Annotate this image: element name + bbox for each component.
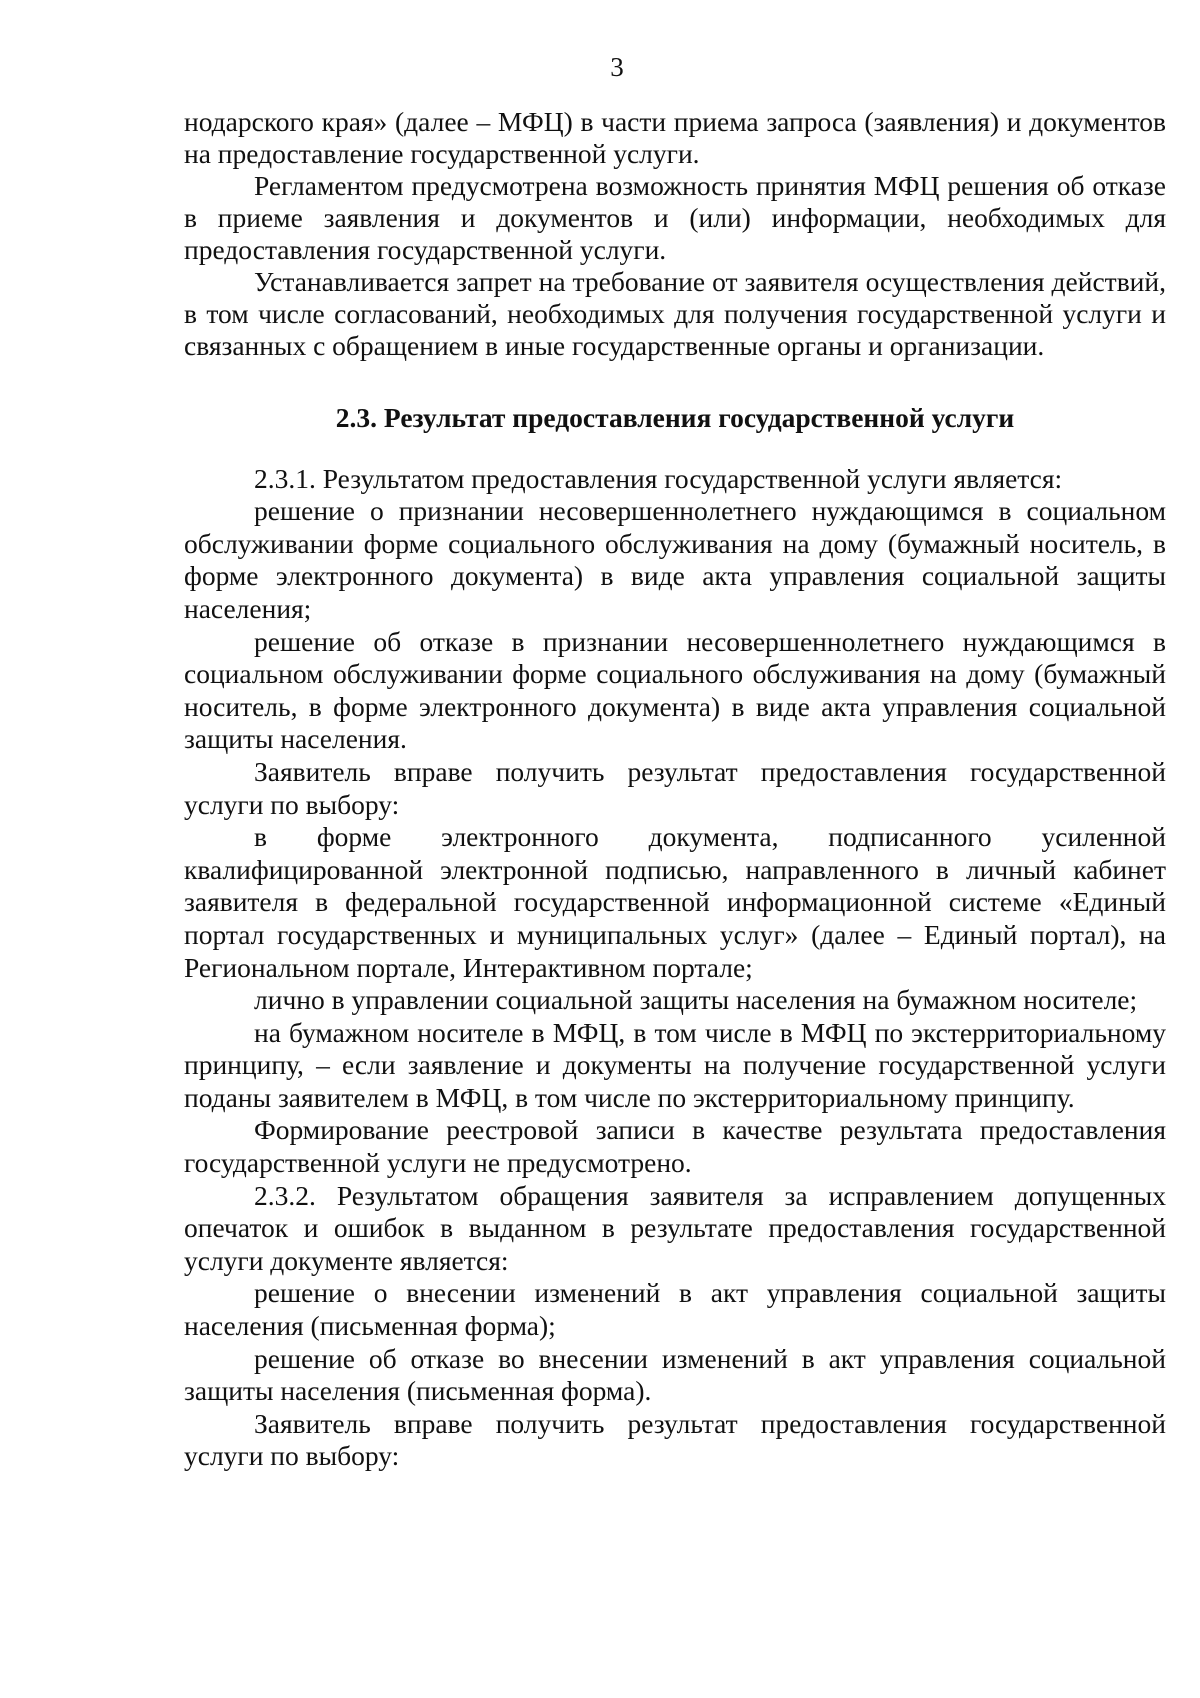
paragraph: Формирование реестровой записи в качестве результата предоставления государственной услуги не предусмотрено.	[184, 1114, 1166, 1179]
section-heading: 2.3. Результат предоставления государственной услуги	[335, 402, 1015, 433]
paragraph: лично в управлении социальной защиты населения на бумажном носителе;	[254, 984, 1138, 1016]
paragraph: Заявитель вправе получить результат предоставления государственной услуги по выбору:	[184, 1407, 1166, 1472]
document-body	[184, 106, 1166, 1473]
paragraph: решение об отказе в признании несовершеннолетнего нуждающимся в социальном обслуживании форме социального обслуживания на дому (бумажный носитель, в форме электронного документа) в виде акта управления социальной защиты населения.	[184, 625, 1166, 755]
paragraph: на бумажном носителе в МФЦ, в том числе в МФЦ по экстерриториальному принципу, – если заявление и документы на получение государственной услуги поданы заявителем в МФЦ, в том числе по экстерриториальному принципу.	[184, 1016, 1166, 1113]
paragraph: в форме электронного документа, подписанного усиленной квалифицированной электронной подписью, направленного в личный кабинет заявителя в федеральной государственной информационной системе «Единый портал государственных и муниципальных услуг» (далее – Единый портал), на Региональном портале, Интерактивном портале;	[184, 821, 1166, 983]
paragraph: нодарского края» (далее – МФЦ) в части приема запроса (заявления) и документов на предоставление государственной услуги.	[184, 106, 1166, 169]
paragraph: 2.3.1. Результатом предоставления государственной услуги является:	[254, 462, 1063, 494]
paragraph: решение об отказе во внесении изменений в акт управления социальной защиты населения (письменная форма).	[184, 1342, 1166, 1407]
page-number: 3	[610, 52, 624, 82]
paragraph: Заявитель вправе получить результат предоставления государственной услуги по выбору:	[184, 755, 1166, 820]
paragraph: 2.3.2. Результатом обращения заявителя за исправлением допущенных опечаток и ошибок в выданном в результате предоставления государственной услуги документе является:	[184, 1179, 1166, 1276]
paragraph: решение о признании несовершеннолетнего нуждающимся в социальном обслуживании форме социального обслуживания на дому (бумажный носитель, в форме электронного документа) в виде акта управления социальной защиты населения;	[184, 495, 1166, 624]
paragraph: Регламентом предусмотрена возможность принятия МФЦ решения об отказе в приеме заявления и документов и (или) информации, необходимых для предоставления государственной услуги.	[184, 170, 1166, 265]
paragraph: Устанавливается запрет на требование от заявителя осуществления действий, в том числе согласований, необходимых для получения государственной услуги и связанных с обращением в иные государственные органы и организации.	[184, 266, 1166, 361]
paragraph: решение о внесении изменений в акт управления социальной защиты населения (письменная форма);	[184, 1277, 1166, 1342]
